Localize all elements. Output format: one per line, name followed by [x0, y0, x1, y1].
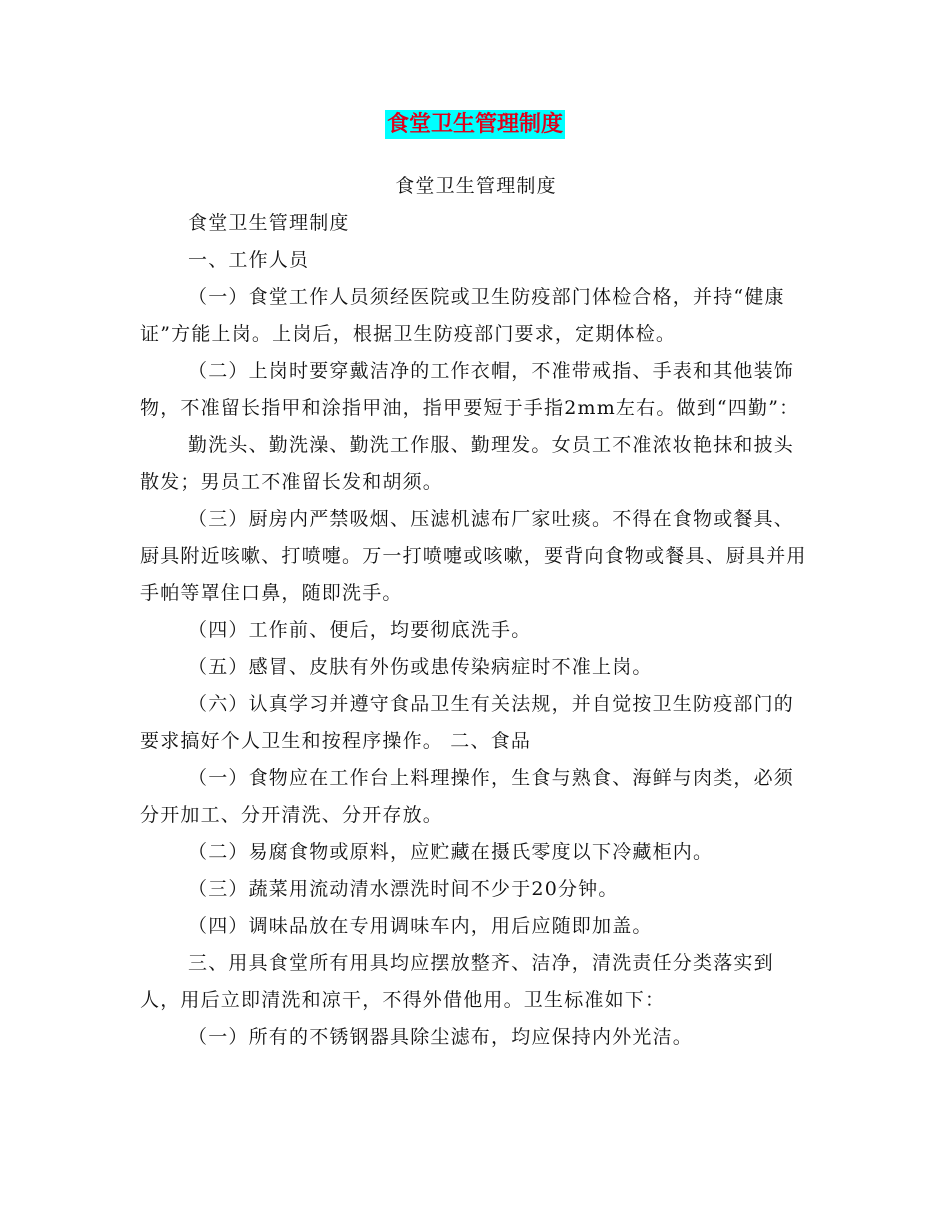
paragraph: 勤洗头、勤洗澡、勤洗工作服、勤理发。女员工不准浓妆艳抹和披头散发；男员工不准留长发和胡须。 [140, 434, 795, 493]
paragraph: （三）厨房内严禁吸烟、压滤机滤布厂家吐痰。不得在食物或餐具、厨具附近咳嗽、打喷嚏。万一打喷嚏或咳嗽，要背向食物或餐具、厨具并用手帕等罩住口鼻，随即洗手。 [140, 508, 807, 604]
document-body [140, 168, 812, 1056]
document-title [0, 110, 950, 140]
paragraph: （六）认真学习并遵守食品卫生有关法规，并自觉按卫生防疫部门的要求搞好个人卫生和按程序操作。 二、食品 [140, 693, 795, 752]
paragraph: （一）所有的不锈钢器具除尘滤布，均应保持内外光洁。 [188, 1026, 694, 1048]
document-subtitle: 食堂卫生管理制度 [395, 175, 557, 197]
paragraph: 一、工作人员 [188, 249, 310, 271]
paragraph: （四）工作前、便后，均要彻底洗手。 [188, 619, 532, 641]
paragraph: （一）食堂工作人员须经医院或卫生防疫部门体检合格，并持“健康证”方能上岗。上岗后，根据卫生防疫部门要求，定期体检。 [140, 286, 785, 345]
paragraph: 三、用具食堂所有用具均应摆放整齐、洁净，清洗责任分类落实到人，用后立即清洗和凉干，不得外借他用。卫生标准如下： [140, 952, 774, 1011]
document-title-text: 食堂卫生管理制度 [386, 112, 563, 137]
paragraph: （二）上岗时要穿戴洁净的工作衣帽，不准带戒指、手表和其他装饰物，不准留长指甲和涂指甲油，指甲要短于手指2mm左右。做到“四勤”： [140, 360, 800, 419]
paragraph: （三）蔬菜用流动清水漂洗时间不少于20分钟。 [188, 878, 619, 900]
paragraph: （一）食物应在工作台上料理操作，生食与熟食、海鲜与肉类，必须分开加工、分开清洗、分开存放。 [140, 767, 795, 826]
paragraph: （二）易腐食物或原料，应贮藏在摄氏零度以下冷藏柜内。 [188, 841, 714, 863]
paragraph: （五）感冒、皮肤有外伤或患传染病症时不准上岗。 [188, 656, 653, 678]
paragraph: （四）调味品放在专用调味车内，用后应随即加盖。 [188, 915, 653, 937]
paragraph: 食堂卫生管理制度 [188, 212, 350, 234]
